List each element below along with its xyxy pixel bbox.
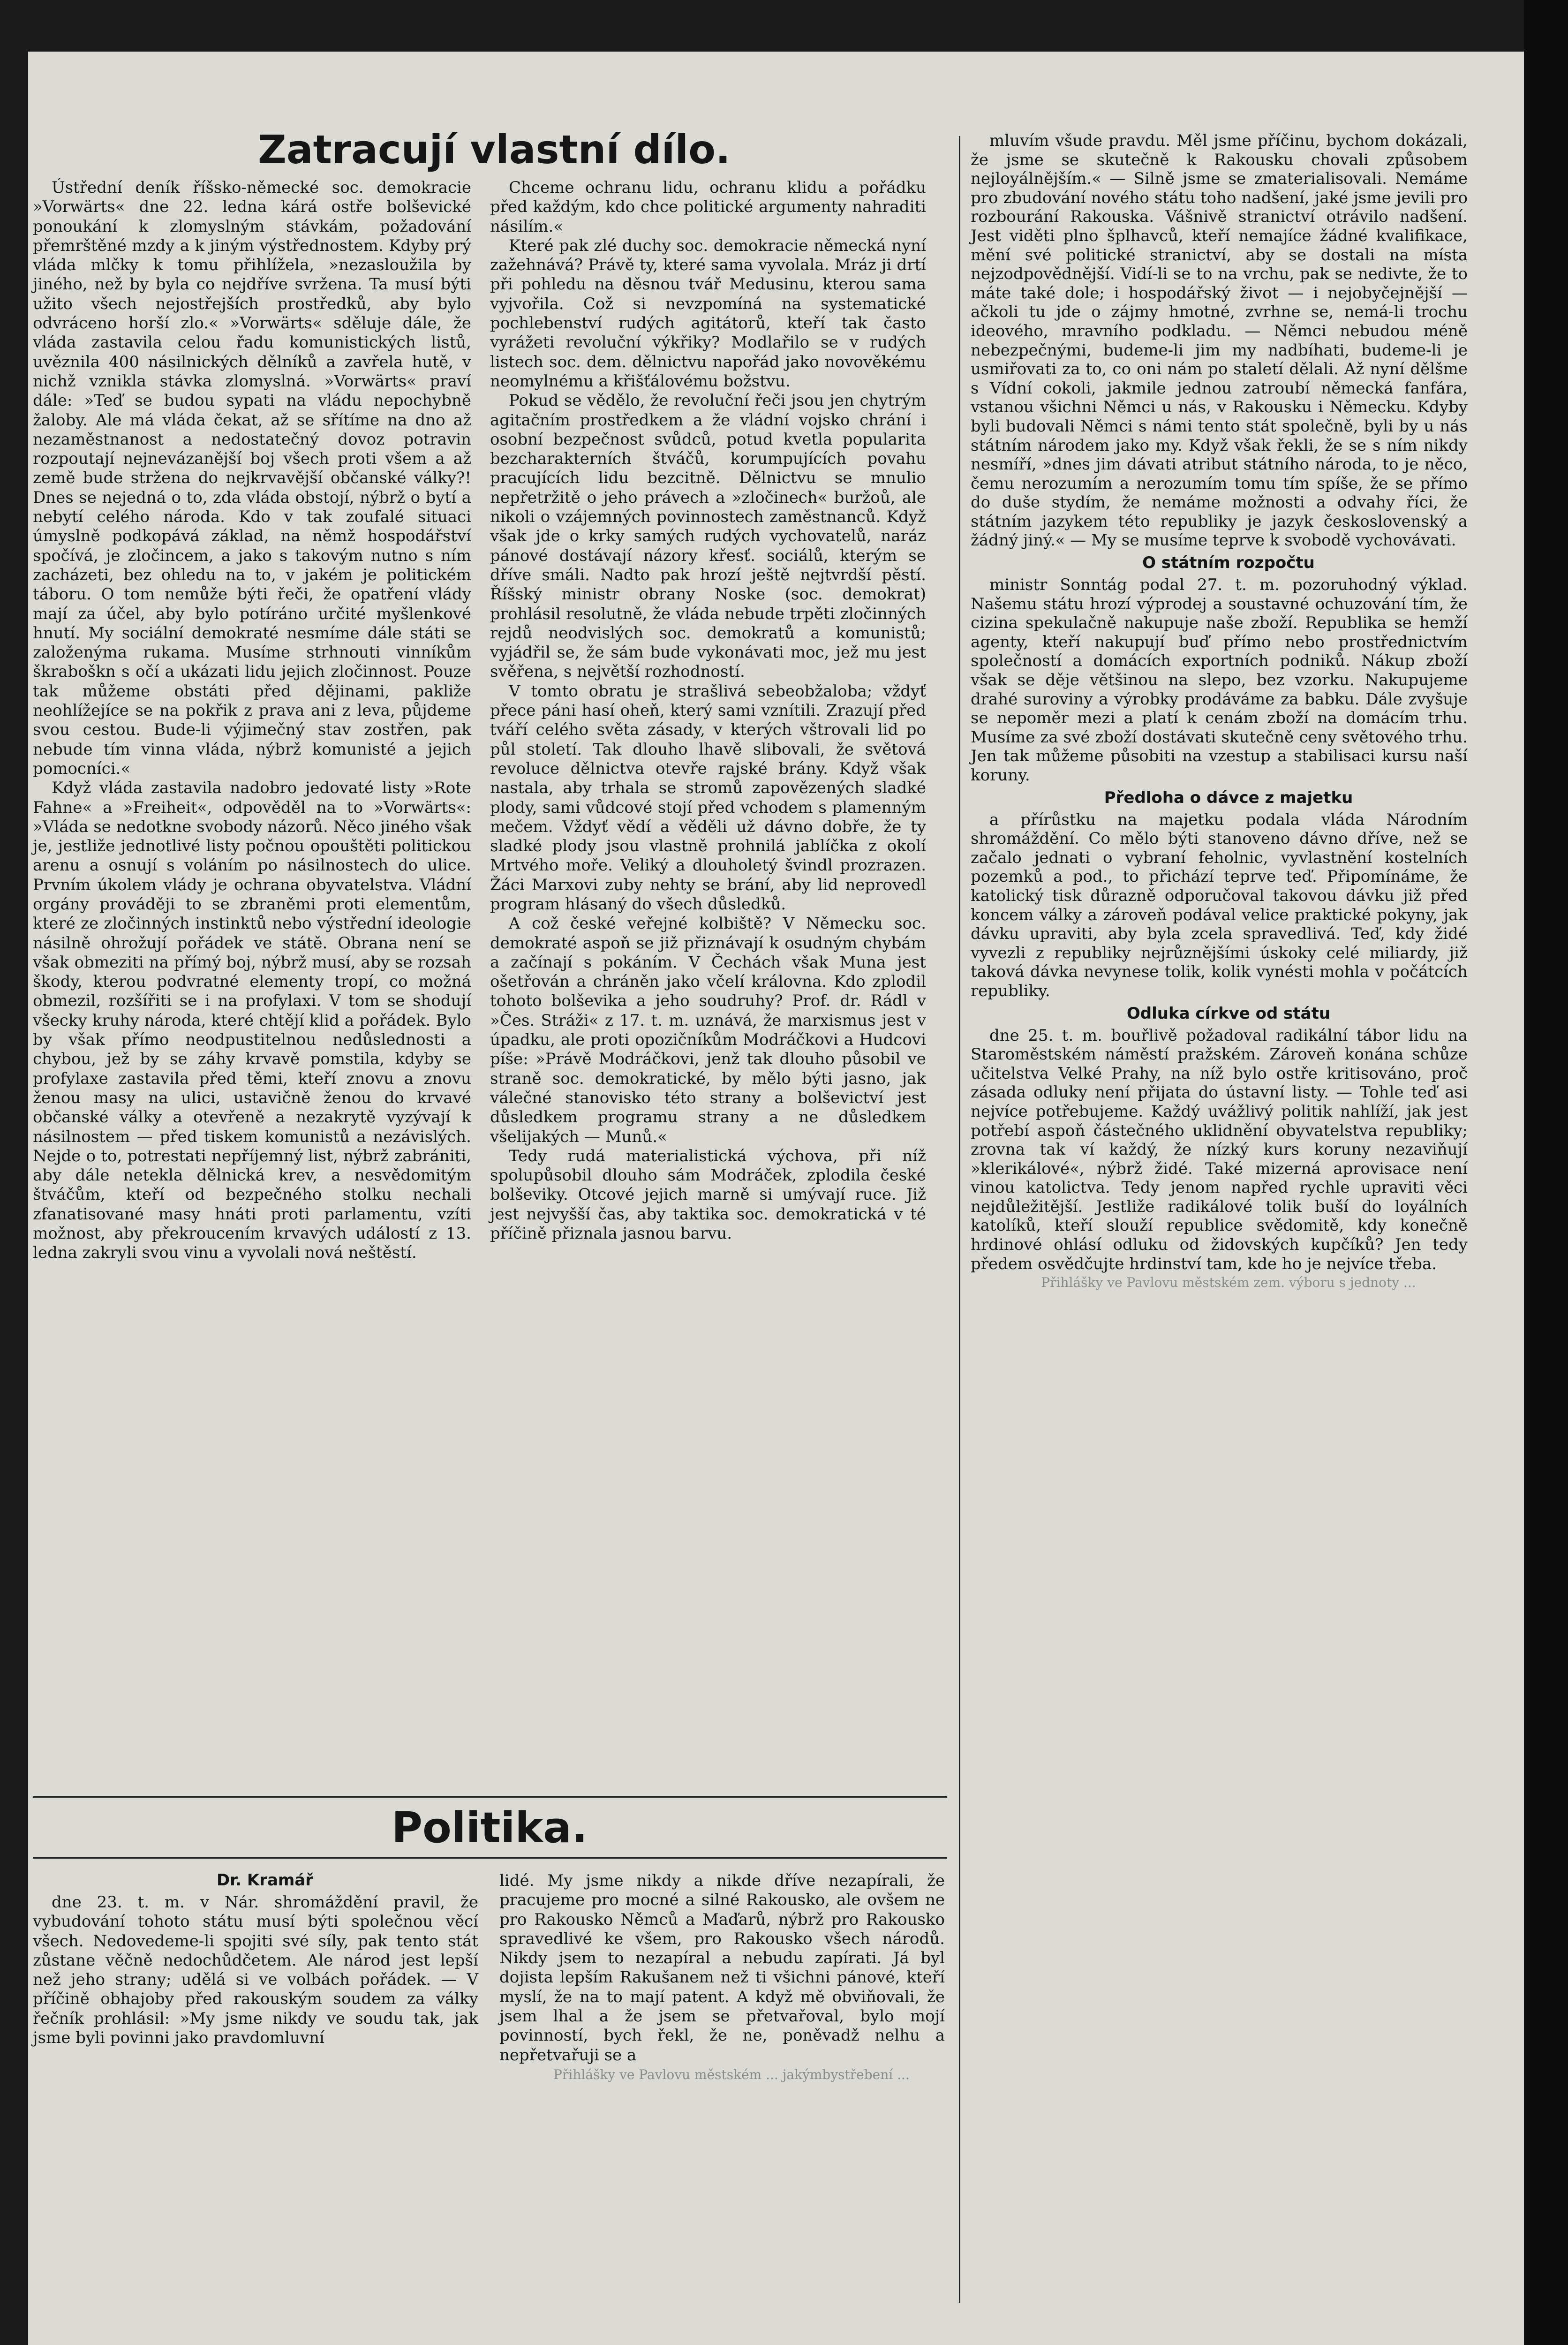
article-paragraph: dne 25. t. m. bouřlivě požadoval radikální tábor lidu na Staroměstském náměstí pražském. Zároveň konána schůze učitelstva Velké Prahy, na níž bylo ostře kritisováno, proč zásada odluky není přijata do ústavní listy. — Tohle teď asi nejvíce potřebujeme. Každý uvážlivý politik nahlíží, jak jest potřebí aspoň částečného uklidnění obyvatelstva republiky; zrovna tak ví každý, že nízký kurs koruny nezaviňují »klerikálové«, nýbrž židé. Také mizerná aprovisace není vinou katolictva. Tedy jenom napřed rychle upraviti věci nejdůležitější. Jestliže radikálové tolik buší do loyálních katolíků, kteří slouží republice svědomitě, kdy konečně hrdinové ohlásí odluku od židovských kupčíků? Jen tedy předem osvědčujte hrdinství tam, kde ho je nejvíce třeba. [971,1026,1468,1273]
article-column-4 [33,1868,478,2048]
article-paragraph: Chceme ochranu lidu, ochranu klidu a pořádku před každým, kdo chce politické argumenty nahraditi násilím.« [490,178,926,236]
article-paragraph: Které pak zlé duchy soc. demokracie německá nyní zažehnává? Právě ty, které sama vyvolala. Mráz ji drtí při pohledu na děsnou tvář Medusinu, kterou sama vyjvořila. Což si nevzpomíná na systematické pochlebenství rudých agitátorů, kteří tak často vyrážeti revoluční výkřiky? Modlařilo se v rudých listech soc. dem. dělnictvu napořád jako novověkému neomylnému a křišťálovému božstvu. [490,236,926,391]
politika-underline [33,1857,947,1859]
article-paragraph: dne 23. t. m. v Nár. shromáždění pravil, že vybudování tohoto státu musí býti společnou věcí všech. Nedovedeme-li spojiti své síly, pak tento stát zůstane věčně nedochůdčetem. Ale národ jest lepší než jeho strany; udělá si ve volbách pořádek. — V příčině obhajoby před rakouským soudem za války řečník prohlásil: »My jsme nikdy ve soudu tak, jak jsme byli povinni jako pravdomluvní [33,1893,478,2048]
newspaper-page [28,52,1524,2345]
article-column-2 [490,178,926,1243]
article-paragraph: ministr Sonntág podal 27. t. m. pozoruhodný výklad. Našemu státu hrozí výprodej a soustavné ochuzování tím, že cizina spekulačně nakupuje naše zboží. Republika se hemží agenty, kteří nakupují buď přímo nebo prostřednictvím společností a domácích exportních podniků. Nákup zboží však se děje většinou na slepo, bez vzorku. Nakupujeme drahé suroviny a výrobky prodáváme za babku. Dále zvyšuje se nepoměr mezi a platí k cenám zboží na domácím trhu. Musíme za své zboží dostávati skutečně ceny světového trhu. Jen tak můžeme působiti na vzestup a stabilisaci kursu naší koruny. [971,575,1468,785]
politika-headline: Politika. [392,1803,588,1853]
binding-edge [1524,0,1568,2345]
faded-footer-text: Přihlášky ve Pavlovu městském zem. výboru s jednoty ... [1041,1275,1416,1291]
article-column-3 [971,131,1468,1293]
article-paragraph: Když vláda zastavila nadobro jedovaté listy »Rote Fahne« a »Freiheit«, odpověděl na to »Vorwärts«: »Vláda se nedotkne svobody názorů. Něco jiného však je, jestliže jednotlivé listy počnou opouštěti politickou arenu a osnují s voláním po násilnostech do ulice. Prvním úkolem vlády je ochrana obyvatelstva. Vládní orgány prováději to se zbraněmi proti elementům, které ze zločinných instinktů nebo výstřední ideologie násilně ohrožují pořádek ve státě. Obrana není se však obmeziti na přímý boj, nýbrž musí, aby se rozsah škody, kterou podvratné elementy tropí, co možná obmezil, rozšířiti se i na profylaxi. V tom se shodují všecky kruhy národa, které chtějí klid a pořádek. Bylo by však přímo neodpustitelnou nedůslednosti a chybou, jež by se záhy krvavě pomstila, kdyby se profylaxe zastavila před těmi, kteří znovu a znovu ženou masy na ulici, ustavičně ženou do krvavé občanské války a otevřeně a nezakrytě vyzývají k násilnostem — před tiskem komunistů a nezávislých. Nejde o to, potrestati nepříjemný list, nýbrž zabrániti, aby dále netekla dělnická krev, a nesvědomitým štváčům, kteří od bezpečného stolku nechali zfanatisované masy hnáti proti parlamentu, vzíti možnost, aby překroucením krvavých událostí z 13. ledna zakryli svou vinu a vyvolali nová neštěstí. [33,779,471,1263]
article-paragraph: Tedy rudá materialistická výchova, při níž spolupůsobil dlouho sám Modráček, zplodila české bolševiky. Otcové jejich marně si umývají ruce. Již jest nejvyšší čas, aby taktika soc. demokratická v té příčině přiznala jasnou barvu. [490,1146,926,1243]
faded-footer-text: Přihlášky ve Pavlovu městském ... jakýmbystřebení ... [553,2066,910,2082]
article-paragraph: A což české veřejné kolbiště? V Německu soc. demokraté aspoň se již přiznávají k osudným chybám a začínají s pokáním. V Čechách však Muna jest ošetřován a chráněn jako včelí královna. Kdo zplodil tohoto bolševika a jeho soudruhy? Prof. dr. Rádl v »Čes. Stráži« z 17. t. m. uznává, že marxismus jest v úpadku, ale proti opozičníkům Modráčkovi a Hudcovi píše: »Právě Modráčkovi, jenž tak dlouho působil ve straně soc. demokratické, by mělo býti jasno, jak válečné stanovisko této strany a bolševictví jest důsledkem programu strany a ne důsledkem všelijakých — Munů.« [490,914,926,1146]
article-paragraph: lidé. My jsme nikdy a nikde dříve nezapírali, že pracujeme pro mocné a silné Rakousko, ale ovšem ne pro Rakousko Němců a Maďarů, nýbrž pro Rakousko spravedlivé ke všem, pro Rakousko všech národů. Nikdy jsem to nezapíral a nebudu zapírati. Já byl dojista lepším Rakušanem než ti všichni pánové, kteří myslí, že na to mají patent. A když mě obviňovali, že jsem lhal a že jsem se přetvařoval, bylo mojí povinností, bych řekl, že ne, poněvadž nelhu a nepřetvařuji se a [499,1871,945,2065]
article-paragraph: V tomto obratu je strašlivá sebeobžaloba; vždyť přece páni hasí oheň, který sami vznítili. Zrazují před tváří celého světa zásady, v kterých vštrovali lid po půl století. Tak dlouho lhavě slibovali, že světová revoluce dělnictva otevře rajské brány. Když však nastala, aby trhala se stromů zapovězených sladké plody, sami vůdcové stojí před vchodem s plamenným mečem. Vždyť vědí a věděli už dávno dobře, že ty sladké plody jsou vlastně prohnilá jablíčka z okolí Mrtvého moře. Veliký a dlouholetý švindl prozrazen. Žáci Marxovi zuby nehty se brání, aby lid neprovedl program hlásaný do všech důsledků. [490,681,926,914]
article-paragraph: Ústřední deník říšsko-německé soc. demokracie »Vorwärts« dne 22. ledna kárá ostře bolševické ponoukání k zlomyslným stávkám, požadování přemrštěné mzdy a k jiným výstřednostem. Kdyby prý vláda mlčky k tomu přihlížela, »nezasloužila by jiného, než by byla co nejdříve svržena. Ta musí býti užito všech nejostřejších prostředků, aby bylo odvráceno horší zlo.« »Vorwärts« sděluje dále, že vláda zastavila celou řadu komunistických listů, uvěznila 400 násilnických dělníků a zavřela hutě, v nichž vznikla stávka zlomyslná. »Vorwärts« praví dále: »Teď se budou sypati na vládu nepochybně žaloby. Ale má vláda čekat, až se sřítíme na dno až nezaměstnanost a nedostatečný dovoz potravin rozpoutají nejnevázanější boj všech proti všem a až země bude stržena do nejkrvavější občanské války?! Dnes se nejedná o to, zda vláda obstojí, nýbrž o bytí a nebytí celého národa. Kdo v tak zoufalé situaci úmyslně podkopává základ, na němž hospodářství spočívá, je zločincem, a jako s takovým nutno s ním zacházeti, bez ohledu na to, v jakém je politickém táboru. O tom nemůže býti řeči, že opatření vlády mají za účel, aby bylo potíráno určité myšlenkové hnutí. My sociální demokraté nesmíme dále státi se založenýma rukama. Musíme strhnouti vinníkům škraboškn s očí a ukázati lidu jejich zločinnost. Pouze tak můžeme obstáti před dějinami, pakliže neohlížejíce se na pokřik z prava ani z leva, půjdeme svou cestou. Bude-li výjimečný stav zostřen, pak nebude tím vinna vláda, nýbrž komunisté a jejich pomocníci.« [33,178,471,778]
section-divider [33,1796,947,1798]
section-heading-davka: Předloha o dávce z majetku [1104,788,1353,807]
article-paragraph: Pokud se vědělo, že revoluční řeči jsou jen chytrým agitačním prostředkem a že vládní vojsko chrání i osobní bezpečnost svůdců, potud kvetla popularita bezcharakterních štváčů, korumpujících povahu pracujících lidu bezcitně. Dělnictvu se mnulio nepřetržitě o jeho právech a »zločinech« buržoů, ale nikoli o vzájemných povinnostech zaměstnanců. Když však jde o krky samých rudých vychovatelů, naráz pánové dostávají názory křesť. sociálů, kterým se dříve smáli. Nadto pak hrozí ještě nejtvrdší pěstí. Říšský ministr obrany Noske (soc. demokrat) prohlásil resolutně, že vláda nebude trpěti zločinných rejdů neodvislých soc. demokratů a komunistů; vyjádřil se, že sám bude vykonávati moc, jež mu jest svěřena, s největší rozhodností. [490,391,926,681]
article-column-5 [499,1871,945,2084]
article-column-1 [33,178,471,1263]
column-divider [959,136,960,2303]
section-heading-odluka: Odluka církve od státu [1126,1004,1331,1023]
main-headline: Zatracují vlastní dílo. [258,127,731,173]
section-heading-rozpocet: O státním rozpočtu [1142,553,1315,573]
article-paragraph: a přírůstku na majetku podala vláda Národním shromáždění. Co mělo býti stanoveno dávno dříve, než se začalo jednati o vybraní feholnic, vyvlastnění kostelních pozemků a pod., to přichází teprve teď. Připomínáme, že katolický tisk důrazně odporučoval takovou dávku již před koncem války a zároveň podával velice praktické pokyny, jak dávku upraviti, aby byla zcela spravedlivá. Teď, kdy židé vyvezli z republiky nejrůznějšími úskoky celé miliardy, již taková dávka nevynese tolik, kolik vynésti mohla v počátcích republiky. [971,810,1468,1000]
section-heading-kramar: Dr. Kramář [216,1871,314,1890]
article-paragraph: mluvím všude pravdu. Měl jsme příčinu, bychom dokázali, že jsme se skutečně k Rakousku chovali způsobem nejloyálnějším.« — Silně jsme se zmaterialisovali. Nemáme pro zbudování nového státu toho nadšení, jaké jsme jevili pro rozbourání Rakouska. Vášnivě stranictví otrávilo nadšení. Jest viděti plno šplhavců, kteří nemajíce žádné kvalifikace, mění své politické stranictví, aby se dostali na místa nejzodpovědnější. Vidí-li se to na vrchu, pak se nedivte, že to máte také dole; i hospodářský život — i nejobyčejnější — ačkoli tu jde o zájmy hmotné, zvrhne se, nemá-li trochu ideového, mravního podkladu. — Němci nebudou méně nebezpečnými, budeme-li jim my nadbíhati, budeme-li je usmiřovati za to, co oni nám po staletí dělali. Až nyní dělšme s Vídní cokoli, jakmile jednou zatroubí německá fanfára, vstanou všichni Němci u nás, v Rakousku i Německu. Kdyby byli budovali Němci s námi tento stát společně, byli by u nás státním národem jako my. Když však řekli, že se s ním nikdy nesmíří, »dnes jim dávati atribut státního národa, to je něco, čemu nerozumím a nerozumím tomu tím spíše, že se přímo do duše stydím, že nemáme možnosti a odvahy říci, že státním jazykem této republiky je jazyk československý a žádný jiný.« — My se musíme teprve k svobodě vychovávati. [971,131,1468,550]
